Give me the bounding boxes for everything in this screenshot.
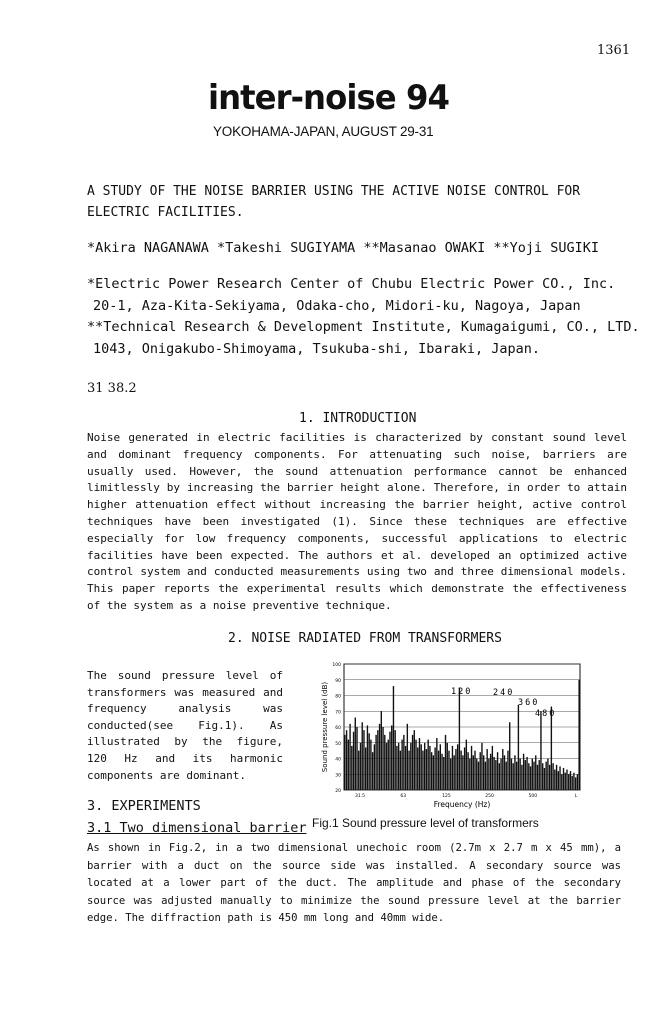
spectrum-bar <box>363 730 364 790</box>
spectrum-bar <box>372 752 373 790</box>
spectrum-bar <box>492 746 493 790</box>
spectrum-bar <box>441 754 442 790</box>
section-3-1-heading: 3.1 Two dimensional barrier <box>87 820 307 836</box>
spectrum-bar <box>360 743 361 790</box>
spectrum-bar <box>388 740 389 790</box>
spectrum-bar <box>552 763 553 790</box>
spectrum-bar <box>464 747 465 790</box>
spectrum-bar <box>429 746 430 790</box>
spectrum-bar <box>405 746 406 790</box>
spectrum-bar <box>499 763 500 790</box>
spectrum-bar <box>573 773 574 790</box>
x-tick-label: 500 <box>528 794 538 799</box>
spectrum-bar <box>476 759 477 791</box>
spectrum-bar <box>377 730 378 790</box>
classification-number: 31 38.2 <box>87 381 137 396</box>
section-2-text: The sound pressure level of transformers was measured and frequency analysis was conducted(see Fig.1). As illustrated by the figure, 120 Hz and its harmonic components are dominant. <box>87 669 283 782</box>
spectrum-bar <box>490 754 491 790</box>
spectrum-bar <box>539 760 540 790</box>
spectrum-bar <box>447 743 448 790</box>
spectrum-bar <box>344 735 345 790</box>
spectrum-bar <box>532 759 533 791</box>
spectrum-bar <box>389 732 390 790</box>
figure-1-chart <box>306 660 596 810</box>
x-tick-label: 250 <box>485 794 494 799</box>
spectrum-bar <box>452 746 453 790</box>
spectrum-bar <box>473 755 474 790</box>
spectrum-bar <box>506 762 507 790</box>
spectrum-bar <box>554 770 555 790</box>
spectrum-bar <box>485 762 486 790</box>
x-tick-label: 125 <box>442 794 451 799</box>
spectrum-bar <box>410 743 411 790</box>
figure-1-caption: Fig.1 Sound pressure level of transformers <box>312 816 539 830</box>
spectrum-bar <box>408 751 409 790</box>
spectrum-bar <box>386 743 387 790</box>
spectrum-bar <box>565 773 566 790</box>
spectrum-bar <box>525 760 526 790</box>
spectrum-bar <box>507 751 508 790</box>
spectrum-bar <box>559 766 560 790</box>
spectrum-bar <box>486 749 487 790</box>
spectrum-bar <box>493 757 494 790</box>
spectrum-bar <box>346 730 347 790</box>
spectrum-bar <box>483 755 484 790</box>
spectrum-bar <box>433 755 434 790</box>
spectrum-bar <box>348 740 349 790</box>
spectrum-bar <box>545 762 546 790</box>
spectrum-bar <box>462 755 463 790</box>
spectrum-bar <box>438 751 439 790</box>
spectrum-bar <box>403 735 404 790</box>
y-tick-label: 80 <box>335 694 341 700</box>
spectrum-bar <box>561 774 562 790</box>
spectrum-bar <box>556 765 557 790</box>
spl-chart-svg <box>306 660 596 810</box>
spectrum-bar <box>434 747 435 790</box>
spectrum-bar <box>530 766 531 790</box>
spectrum-bar <box>549 765 550 790</box>
spectrum-bar <box>504 755 505 790</box>
spectrum-bar <box>497 752 498 790</box>
y-tick-label: 50 <box>335 741 341 747</box>
spectrum-bar <box>415 740 416 790</box>
spectrum-bar <box>535 755 536 790</box>
spectrum-bar <box>518 705 519 790</box>
spectrum-bar <box>481 743 482 790</box>
spectrum-bar <box>419 738 420 790</box>
y-tick-label: 30 <box>335 773 341 779</box>
spectrum-bar <box>575 777 576 790</box>
spectrum-bar <box>511 759 512 791</box>
spectrum-bar <box>391 725 392 790</box>
spectrum-bar <box>568 774 569 790</box>
spectrum-bar <box>355 718 356 790</box>
spectrum-bar <box>356 727 357 790</box>
spectrum-bar <box>424 743 425 790</box>
spectrum-bar <box>460 751 461 790</box>
harmonic-annotation: 240 <box>493 688 515 698</box>
spectrum-bar <box>374 744 375 790</box>
spectrum-bar <box>375 735 376 790</box>
spectrum-bar <box>445 735 446 790</box>
spectrum-bar <box>393 686 394 790</box>
spectrum-bar <box>384 735 385 790</box>
y-tick-label: 70 <box>335 710 341 716</box>
spectrum-bar <box>521 765 522 790</box>
spectrum-bar <box>467 752 468 790</box>
y-tick-label: 40 <box>335 757 341 763</box>
spectrum-bar <box>519 759 520 791</box>
affiliation-1: *Electric Power Research Center of Chubu Electric Power CO., Inc. <box>87 276 616 292</box>
y-axis-label: Sound pressure level (dB) <box>321 681 329 773</box>
spectrum-bar <box>566 770 567 790</box>
spectrum-bar <box>407 724 408 790</box>
section-1-heading: 1. INTRODUCTION <box>299 411 417 426</box>
spectrum-bar <box>365 747 366 790</box>
page-number: 1361 <box>597 43 631 58</box>
spectrum-bar <box>396 746 397 790</box>
y-tick-label: 90 <box>335 678 341 684</box>
x-tick-label: 63 <box>400 794 407 799</box>
y-tick-label: 60 <box>335 726 341 731</box>
spectrum-bar <box>540 711 541 790</box>
spectrum-bar <box>349 724 350 790</box>
conference-dateline: YOKOHAMA-JAPAN, AUGUST 29-31 <box>213 124 434 139</box>
paper-title: A STUDY OF THE NOISE BARRIER USING THE ACTIVE NOISE CONTROL FOR ELECTRIC FACILITIES. <box>87 184 581 220</box>
spectrum-bar <box>422 751 423 790</box>
spectrum-bar <box>474 751 475 790</box>
spectrum-bar <box>514 755 515 790</box>
spectrum-bar <box>358 751 359 790</box>
spectrum-bar <box>480 752 481 790</box>
harmonic-annotation: 480 <box>535 709 557 719</box>
spectrum-bar <box>381 711 382 790</box>
spectrum-bar <box>523 754 524 790</box>
spectrum-bar <box>509 722 510 790</box>
y-tick-label: 20 <box>335 789 341 794</box>
spectrum-bar <box>398 743 399 790</box>
section-3-text: As shown in Fig.2, in a two dimensional unechoic room (2.7m x 2.7 m x 45 mm), a barrier with a duct on the source side was installed. A secondary source was located at a lower part of the duct. The amplitude and phase of the secondary source was adjusted manually to minimize the sound pressure level at the barrier edge. The diffraction path is 450 mm long and 40mm wide. <box>87 842 621 924</box>
address-1: 20-1, Aza-Kita-Sekiyama, Odaka-cho, Midori-ku, Nagoya, Japan <box>93 298 581 314</box>
x-tick-label: L <box>574 794 578 799</box>
spectrum-bar <box>417 747 418 790</box>
spectrum-bar <box>469 759 470 791</box>
spectrum-bar <box>512 763 513 790</box>
harmonic-annotation: 120 <box>451 687 473 697</box>
spectrum-bar <box>495 760 496 790</box>
spectrum-bar <box>577 774 578 790</box>
spectrum-bar <box>488 759 489 791</box>
spectrum-bar <box>478 762 479 790</box>
spectrum-bar <box>370 740 371 790</box>
conference-logo: inter-noise 94 <box>208 78 450 118</box>
spectrum-bar <box>427 740 428 790</box>
spectrum-bar <box>351 746 352 790</box>
spectrum-bar <box>450 759 451 791</box>
spectrum-bar <box>443 757 444 790</box>
spectrum-bar <box>353 732 354 790</box>
spectrum-bar <box>379 724 380 790</box>
spectrum-bar <box>457 744 458 790</box>
spectrum-bar <box>368 733 369 790</box>
x-axis-label: Frequency (Hz) <box>433 800 491 809</box>
spectrum-bar <box>436 738 437 790</box>
spectrum-bar <box>455 749 456 790</box>
spectrum-bar <box>563 768 564 790</box>
y-tick-label: 100 <box>332 663 341 668</box>
spectrum-bar <box>412 735 413 790</box>
spectrum-bar <box>502 749 503 790</box>
spectrum-bar <box>431 752 432 790</box>
affiliation-2: **Technical Research & Development Institute, Kumagaigumi, CO., LTD. <box>87 319 640 335</box>
x-tick-label: 31.5 <box>354 794 366 799</box>
spectrum-bar <box>362 722 363 790</box>
spectrum-bar <box>440 744 441 790</box>
spectrum-bar <box>547 759 548 791</box>
address-2: 1043, Onigakubo-Shimoyama, Tsukuba-shi, Ibaraki, Japan. <box>93 341 541 357</box>
section-3-heading: 3. EXPERIMENTS <box>87 798 201 814</box>
author-list: *Akira NAGANAWA *Takeshi SUGIYAMA **Masanao OWAKI **Yoji SUGIKI <box>87 240 600 256</box>
spectrum-bar <box>533 762 534 790</box>
spectrum-bar <box>453 755 454 790</box>
spectrum-bar <box>459 688 460 790</box>
spectrum-bar <box>537 765 538 790</box>
spectrum-bar <box>401 740 402 790</box>
spectrum-bar <box>542 763 543 790</box>
spectrum-bar <box>367 725 368 790</box>
spectrum-bar <box>414 730 415 790</box>
spectrum-bar <box>571 776 572 790</box>
spectrum-bar <box>558 771 559 790</box>
spectrum-bar <box>400 751 401 790</box>
spectrum-bar <box>570 771 571 790</box>
spectrum-bar <box>466 740 467 790</box>
harmonic-annotation: 360 <box>518 698 540 708</box>
spectrum-bar <box>426 749 427 790</box>
spectrum-bar <box>394 730 395 790</box>
spectrum-bar <box>471 746 472 790</box>
spectrum-bar <box>528 763 529 790</box>
spectrum-bar <box>382 727 383 790</box>
spectrum-bar <box>578 680 579 790</box>
spectrum-bar <box>516 762 517 790</box>
spectrum-bar <box>448 751 449 790</box>
spectrum-bar <box>544 768 545 790</box>
spectrum-bar <box>526 757 527 790</box>
spectrum-bar <box>421 744 422 790</box>
section-1-text: Noise generated in electric facilities is characterized by constant sound level and dominant frequency components. For attenuating such noise, barriers are usually used. However, the sound attenuation performance cannot be enhanced limitlessly by increasing the barrier height alone. Therefore, in order to attain higher attenuation effect without increasing the barrier height, active control techniques have been investigated (1). Since these techniques are effective especially for low frequency components, successful applications to electric facilities have been expected. The authors et al. developed an optimized active control system and conducted measurements using two and three dimensional models. This paper reports the experimental results which demonstrate the effectiveness of the system as a noise preventive technique. <box>87 431 627 612</box>
section-2-heading: 2. NOISE RADIATED FROM TRANSFORMERS <box>228 631 502 646</box>
spectrum-bar <box>500 759 501 791</box>
spectrum-bar <box>551 707 552 790</box>
